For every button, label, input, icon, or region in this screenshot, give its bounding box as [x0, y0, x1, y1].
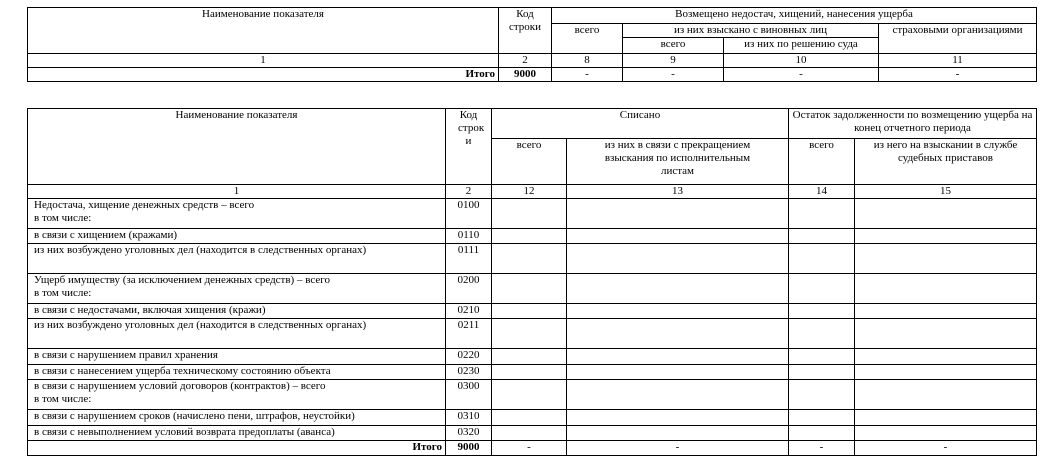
table-written-off — [27, 108, 1037, 456]
input-cell[interactable] — [567, 426, 789, 441]
input-cell[interactable] — [492, 319, 567, 349]
total-cell: - — [492, 441, 567, 456]
header-wo-termination: из них в связи с прекращением взыскания по исполнительным листам — [567, 139, 789, 185]
input-cell[interactable] — [855, 380, 1037, 410]
col-number: 10 — [724, 54, 879, 68]
table-row — [28, 349, 1037, 365]
header-code: Код строк и — [446, 109, 492, 185]
row-label: Ущерб имуществу (за исключением денежных средств) – всего в том числе: — [28, 274, 446, 304]
header-total: всего — [552, 24, 623, 54]
row-label: Недостача, хищение денежных средств – всего в том числе: — [28, 199, 446, 229]
total-code: 9000 — [499, 68, 552, 82]
input-cell[interactable] — [789, 244, 855, 274]
input-cell[interactable] — [789, 229, 855, 244]
input-cell[interactable] — [855, 426, 1037, 441]
row-label: в связи с хищением (кражами) — [28, 229, 446, 244]
input-cell[interactable] — [492, 274, 567, 304]
input-cell[interactable] — [855, 365, 1037, 380]
col-number: 8 — [552, 54, 623, 68]
col-number: 2 — [446, 185, 492, 199]
col-number: 2 — [499, 54, 552, 68]
table-row — [28, 365, 1037, 380]
input-cell[interactable] — [855, 274, 1037, 304]
input-cell[interactable] — [567, 199, 789, 229]
row-code: 0310 — [446, 410, 492, 426]
row-code: 0110 — [446, 229, 492, 244]
header-wo-total: всего — [492, 139, 567, 185]
row-code: 0220 — [446, 349, 492, 365]
total-cell: - — [789, 441, 855, 456]
input-cell[interactable] — [567, 244, 789, 274]
input-cell[interactable] — [855, 349, 1037, 365]
table-compensated — [27, 7, 1037, 82]
input-cell[interactable] — [855, 304, 1037, 319]
row-code: 0200 — [446, 274, 492, 304]
table-row — [28, 274, 1037, 304]
input-cell[interactable] — [789, 349, 855, 365]
total-cell: - — [724, 68, 879, 82]
header-rem-total: всего — [789, 139, 855, 185]
header-code: Код строки — [499, 8, 552, 54]
row-code: 0230 — [446, 365, 492, 380]
header-culprits-court: из них по решению суда — [724, 38, 879, 54]
header-name: Наименование показателя — [28, 109, 446, 185]
table-row — [28, 199, 1037, 229]
table-row — [28, 380, 1037, 410]
input-cell[interactable] — [567, 304, 789, 319]
input-cell[interactable] — [567, 365, 789, 380]
col-number: 11 — [879, 54, 1037, 68]
input-cell[interactable] — [492, 349, 567, 365]
total-row — [28, 441, 1037, 456]
total-row — [28, 68, 1037, 82]
header-name: Наименование показателя — [28, 8, 499, 54]
input-cell[interactable] — [789, 410, 855, 426]
input-cell[interactable] — [789, 319, 855, 349]
input-cell[interactable] — [855, 319, 1037, 349]
input-cell[interactable] — [855, 199, 1037, 229]
row-label: в связи с нарушением сроков (начислено пени, штрафов, неустойки) — [28, 410, 446, 426]
input-cell[interactable] — [789, 426, 855, 441]
row-code: 0211 — [446, 319, 492, 349]
input-cell[interactable] — [492, 244, 567, 274]
row-label: из них возбуждено уголовных дел (находится в следственных органах) — [28, 319, 446, 349]
col-number: 13 — [567, 185, 789, 199]
row-label: в связи с недостачами, включая хищения (кражи) — [28, 304, 446, 319]
total-cell: - — [879, 68, 1037, 82]
header-written-off: Списано — [492, 109, 789, 139]
table-row — [28, 304, 1037, 319]
table-row — [28, 244, 1037, 274]
table-row — [28, 426, 1037, 441]
header-compensated-group: Возмещено недостач, хищений, нанесения ущерба — [552, 8, 1037, 24]
input-cell[interactable] — [567, 229, 789, 244]
input-cell[interactable] — [492, 304, 567, 319]
row-label: в связи с нарушением правил хранения — [28, 349, 446, 365]
table-row — [28, 319, 1037, 349]
header-rem-bailiffs: из него на взыскании в службе судебных приставов — [855, 139, 1037, 185]
total-label: Итого — [28, 441, 446, 456]
col-number: 1 — [28, 185, 446, 199]
col-number: 12 — [492, 185, 567, 199]
input-cell[interactable] — [492, 380, 567, 410]
total-cell: - — [623, 68, 724, 82]
input-cell[interactable] — [492, 229, 567, 244]
input-cell[interactable] — [789, 365, 855, 380]
row-label: в связи с невыполнением условий возврата предоплаты (аванса) — [28, 426, 446, 441]
total-cell: - — [567, 441, 789, 456]
row-code: 0111 — [446, 244, 492, 274]
col-number: 1 — [28, 54, 499, 68]
input-cell[interactable] — [855, 229, 1037, 244]
header-culprits-total: всего — [623, 38, 724, 54]
total-cell: - — [855, 441, 1037, 456]
input-cell[interactable] — [492, 410, 567, 426]
input-cell[interactable] — [567, 274, 789, 304]
input-cell[interactable] — [567, 380, 789, 410]
row-code: 0320 — [446, 426, 492, 441]
input-cell[interactable] — [492, 199, 567, 229]
input-cell[interactable] — [855, 410, 1037, 426]
row-label: в связи с нарушением условий договоров (контрактов) – всего в том числе: — [28, 380, 446, 410]
total-label: Итого — [28, 68, 499, 82]
col-number: 15 — [855, 185, 1037, 199]
input-cell[interactable] — [789, 304, 855, 319]
header-from-culprits: из них взыскано с виновных лиц — [623, 24, 879, 38]
input-cell[interactable] — [567, 319, 789, 349]
row-code: 0300 — [446, 380, 492, 410]
col-number: 14 — [789, 185, 855, 199]
row-code: 0100 — [446, 199, 492, 229]
input-cell[interactable] — [789, 199, 855, 229]
input-cell[interactable] — [789, 274, 855, 304]
input-cell[interactable] — [789, 380, 855, 410]
table-row — [28, 229, 1037, 244]
input-cell[interactable] — [567, 349, 789, 365]
total-cell: - — [552, 68, 623, 82]
total-code: 9000 — [446, 441, 492, 456]
table-row — [28, 410, 1037, 426]
input-cell[interactable] — [492, 365, 567, 380]
row-label: из них возбуждено уголовных дел (находится в следственных органах) — [28, 244, 446, 274]
header-remaining: Остаток задолженности по возмещению ущерба на конец отчетного периода — [789, 109, 1037, 139]
header-insurance: страховыми организациями — [879, 24, 1037, 38]
col-number: 9 — [623, 54, 724, 68]
header-insurance-cont — [879, 38, 1037, 54]
input-cell[interactable] — [567, 410, 789, 426]
input-cell[interactable] — [855, 244, 1037, 274]
input-cell[interactable] — [492, 426, 567, 441]
row-code: 0210 — [446, 304, 492, 319]
row-label: в связи с нанесением ущерба техническому состоянию объекта — [28, 365, 446, 380]
